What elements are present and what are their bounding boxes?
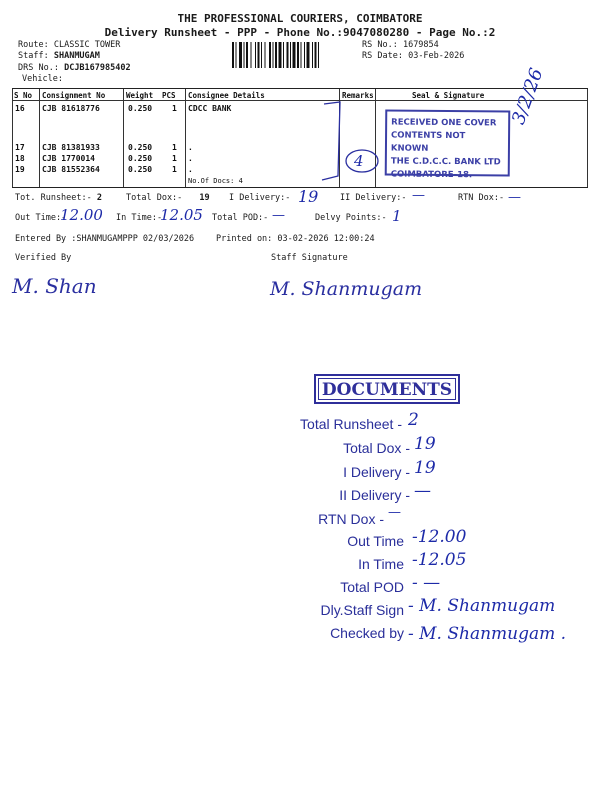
in-time-value: 12.05	[160, 206, 203, 224]
staff-signature: M. Shanmugam	[270, 278, 423, 300]
th-weight: Weight	[126, 91, 154, 100]
printed-on: Printed on: 03-02-2026 12:00:24	[216, 234, 375, 244]
rs-no-line: RS No.: 1679854	[362, 40, 439, 50]
stamp-date: 3/2/26	[508, 65, 548, 128]
runsheet-title: Delivery Runsheet - PPP - Phone No.:9047080280 - Page No.:2	[104, 26, 496, 39]
barcode	[232, 42, 358, 68]
verified-by-label: Verified By	[15, 253, 72, 263]
verified-signature: M. Shan	[12, 274, 97, 298]
rs-date-line: RS Date: 03-Feb-2026	[362, 51, 465, 61]
entered-by: Entered By :SHANMUGAMPPP 02/03/2026	[15, 234, 195, 244]
summary-line-1: Tot. Runsheet:- 2	[15, 193, 103, 203]
out-time-value: 12.00	[60, 206, 103, 224]
th-consignment: Consignment No	[42, 91, 106, 100]
remarks-count: 4	[354, 152, 364, 170]
vehicle-line: Vehicle:	[22, 74, 63, 84]
route-line: Route: CLASSIC TOWER	[18, 40, 121, 50]
th-consignee: Consignee Details	[188, 91, 265, 100]
th-pcs: PCS	[162, 91, 176, 100]
remarks-bracket	[318, 98, 388, 188]
company-title: THE PROFESSIONAL COURIERS, COIMBATORE	[177, 12, 423, 25]
staff-signature-label: Staff Signature	[271, 253, 348, 263]
staff-line: Staff: SHANMUGAM	[18, 51, 100, 61]
received-stamp: RECEIVED ONE COVER CONTENTS NOT KNOWN THE C.D.C.C. BANK LTD COIMBATORE-18.	[385, 109, 511, 176]
th-remarks: Remarks	[342, 91, 374, 100]
th-sno: S No	[14, 91, 33, 100]
i-delivery-value: 19	[298, 187, 319, 206]
documents-stamp: DOCUMENTS	[314, 374, 460, 404]
th-seal: Seal & Signature	[412, 91, 485, 100]
drs-line: DRS No.: DCJB167985402	[18, 63, 131, 73]
no-of-docs: No.Of Docs: 4	[188, 177, 243, 185]
runsheet-table: S No Consignment No Weight PCS Consignee Details Remarks Seal & Signature 16 CJB 81618776 0.250 1 CDCC BANK 17 CJB 81381933 0.250 1 . 18 CJB 1770014 0.250 1 . 19 CJB 81552364 0.250 1 . No.Of Docs: 4	[12, 88, 588, 188]
